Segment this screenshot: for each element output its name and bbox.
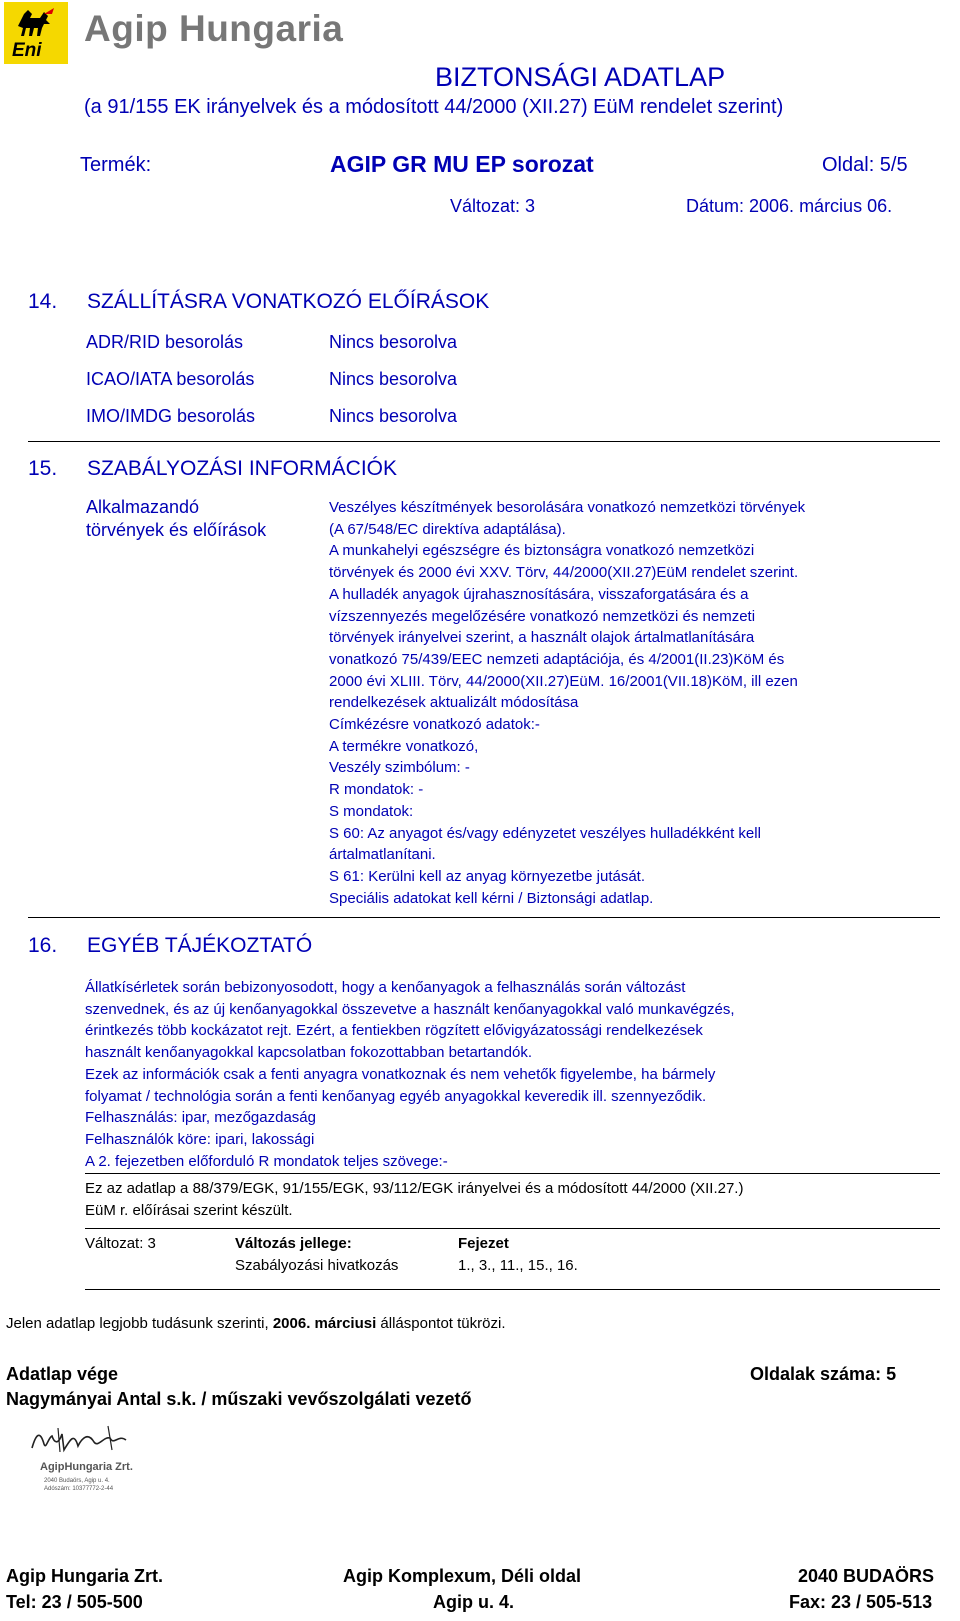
other-info-line: A 2. fejezetben előforduló R mondatok teljes szövege:-: [85, 1152, 448, 1170]
eni-logo-text: Eni: [12, 40, 42, 61]
regulatory-line: S 60: Az anyagot és/vagy edényzetet veszélyes hulladékként kell: [329, 824, 761, 842]
regulatory-line: Speciális adatokat kell kérni / Biztonsági adatlap.: [329, 889, 654, 907]
regulatory-line: (A 67/548/EC direktíva adaptálása).: [329, 520, 566, 538]
signer-name: Nagymányai Antal s.k. / műszaki vevőszolgálati vezető: [6, 1389, 472, 1409]
divider: [85, 1173, 940, 1174]
product-label: Termék:: [80, 154, 152, 176]
other-info-line: szenvednek, és az új kenőanyagokkal összevetve a használt kenőanyagokkal való munkavégzés,: [85, 1000, 735, 1018]
end-of-sheet-label: Adatlap vége: [6, 1364, 119, 1384]
change-version: Változat: 3: [85, 1235, 156, 1252]
other-info-line: Állatkísérletek során bebizonyosodott, hogy a kenőanyagok a felhasználás során változást: [85, 979, 686, 996]
regulatory-text: [329, 497, 939, 909]
date-label: Dátum: 2006. március 06.: [686, 196, 893, 216]
regulatory-line: ártalmatlanítani.: [329, 846, 436, 864]
other-info-line: Felhasználás: ipar, mezőgazdaság: [85, 1109, 316, 1127]
company-city: 2040 BUDAÖRS: [798, 1566, 935, 1586]
legal-basis-line: Ez az adatlap a 88/379/EGK, 91/155/EGK, 93/112/EGK irányelvei és a módosított 44/2000 (XII.27.): [85, 1180, 744, 1197]
divider: [85, 1228, 940, 1229]
regulatory-line: Címkézésre vonatkozó adatok:-: [329, 716, 540, 734]
regulatory-line: A munkahelyi egészségre és biztonságra vonatkozó nemzetközi: [329, 542, 755, 560]
company-phone: Tel: 23 / 505-500: [6, 1592, 143, 1612]
divider: [28, 917, 940, 918]
regulatory-line: 2000 évi XLIII. Törv, 44/2000(XII.27)EüM. 16/2001(VII.18)KöM, ill ezen: [329, 672, 798, 690]
section-16-title: EGYÉB TÁJÉKOZTATÓ: [87, 934, 313, 957]
divider: [85, 1289, 940, 1290]
change-chapter-value: 1., 3., 11., 15., 16.: [458, 1257, 578, 1274]
other-info-line: használt kenőanyagokkal kapcsolatban fokozottabban betartandók.: [85, 1044, 532, 1062]
regulatory-line: törvények és 2000 évi XXV. Törv, 44/2000(XII.27)EüM rendelet szerint.: [329, 564, 799, 582]
company-street: Agip u. 4.: [433, 1592, 514, 1612]
imo-imdg-label: IMO/IMDG besorolás: [86, 406, 256, 426]
regulatory-line: S mondatok:: [329, 802, 414, 820]
regulatory-line: vízszennyezés megelőzésére vonatkozó nemzetközi és nemzeti: [329, 607, 756, 625]
validity-note-suffix: álláspontot tükrözi.: [376, 1315, 506, 1332]
document-title: BIZTONSÁGI ADATLAP: [435, 62, 726, 92]
regulatory-line: A hulladék anyagok újrahasznosítására, visszaforgatására és a: [329, 585, 749, 603]
product-name: AGIP GR MU EP sorozat: [330, 151, 594, 177]
stamp-line-2: 2040 Budaörs, Agip u. 4.: [44, 1478, 110, 1484]
validity-note-prefix: Jelen adatlap legjobb tudásunk szerinti,: [6, 1315, 273, 1332]
section-16-number: 16.: [28, 934, 58, 957]
legal-basis: [85, 1178, 743, 1221]
other-info-line: érintkezés több kockázatot rejt. Ezért, a fentiekben rögzített elővigyázatossági rendelkezések: [85, 1022, 703, 1040]
regulatory-line: Veszély szimbólum: -: [329, 759, 470, 777]
regulatory-line: rendelkezések aktualizált módosítása: [329, 694, 579, 712]
company-fax: Fax: 23 / 505-513: [789, 1592, 933, 1612]
other-info-text: [85, 977, 945, 1172]
signature-stamp-image: [18, 1420, 146, 1510]
section-15-number: 15.: [28, 457, 58, 480]
regulatory-line: vonatkozó 75/439/EEC nemzeti adaptációja, és 4/2001(II.23)KöM és: [329, 650, 785, 668]
stamp-line-3: Adószám: 10377772-2-44: [44, 1486, 114, 1492]
page-count-label: Oldalak száma: 5: [750, 1364, 897, 1384]
regulatory-line: Veszélyes készítmények besorolására vonatkozó nemzetközi törvények: [329, 499, 806, 516]
other-info-line: Ezek az információk csak a fenti anyagra vonatkoznak és nem vehetők figyelembe, ha bármely: [85, 1065, 716, 1083]
applicable-laws-label-2: törvények és előírások: [86, 520, 267, 540]
section-14-title: SZÁLLÍTÁSRA VONATKOZÓ ELŐÍRÁSOK: [87, 290, 490, 313]
change-type-value: Szabályozási hivatkozás: [235, 1257, 399, 1274]
version-label: Változat: 3: [450, 196, 536, 216]
stamp-line-1: AgipHungaria Zrt.: [40, 1461, 133, 1473]
regulatory-line: törvények irányelvei szerint, a használt olajok ártalmatlanítására: [329, 629, 755, 647]
section-14-number: 14.: [28, 290, 58, 313]
other-info-line: Felhasználók köre: ipari, lakossági: [85, 1130, 315, 1148]
six-legged-dog-icon: [14, 6, 56, 40]
change-chapter-header: Fejezet: [458, 1235, 509, 1252]
adr-rid-value: Nincs besorolva: [329, 332, 458, 352]
regulatory-line: S 61: Kerülni kell az anyag környezetbe jutását.: [329, 867, 646, 885]
regulatory-line: R mondatok: -: [329, 781, 424, 799]
brand-name: Agip Hungaria: [84, 8, 344, 49]
other-info-line: folyamat / technológia során a fenti kenőanyag egyéb anyagokkal keveredik ill. szennyeződik.: [85, 1087, 707, 1105]
icao-iata-value: Nincs besorolva: [329, 369, 458, 389]
icao-iata-label: ICAO/IATA besorolás: [86, 369, 255, 389]
section-15-title: SZABÁLYOZÁSI INFORMÁCIÓK: [87, 457, 397, 480]
legal-basis-line: EüM r. előírásai szerint készült.: [85, 1201, 293, 1219]
adr-rid-label: ADR/RID besorolás: [86, 332, 244, 352]
regulatory-line: A termékre vonatkozó,: [329, 737, 479, 755]
validity-note: [6, 1315, 506, 1332]
validity-note-date: 2006. márciusi: [272, 1315, 377, 1332]
company-site: Agip Komplexum, Déli oldal: [343, 1566, 582, 1586]
imo-imdg-value: Nincs besorolva: [329, 406, 458, 426]
document-subtitle: (a 91/155 EK irányelvek és a módosított 44/2000 (XII.27) EüM rendelet szerint): [84, 96, 784, 118]
page-number: Oldal: 5/5: [822, 154, 908, 176]
applicable-laws-label-1: Alkalmazandó: [86, 497, 200, 517]
company-name: Agip Hungaria Zrt.: [6, 1566, 163, 1586]
change-type-header: Változás jellege:: [235, 1235, 352, 1252]
divider: [28, 441, 940, 442]
